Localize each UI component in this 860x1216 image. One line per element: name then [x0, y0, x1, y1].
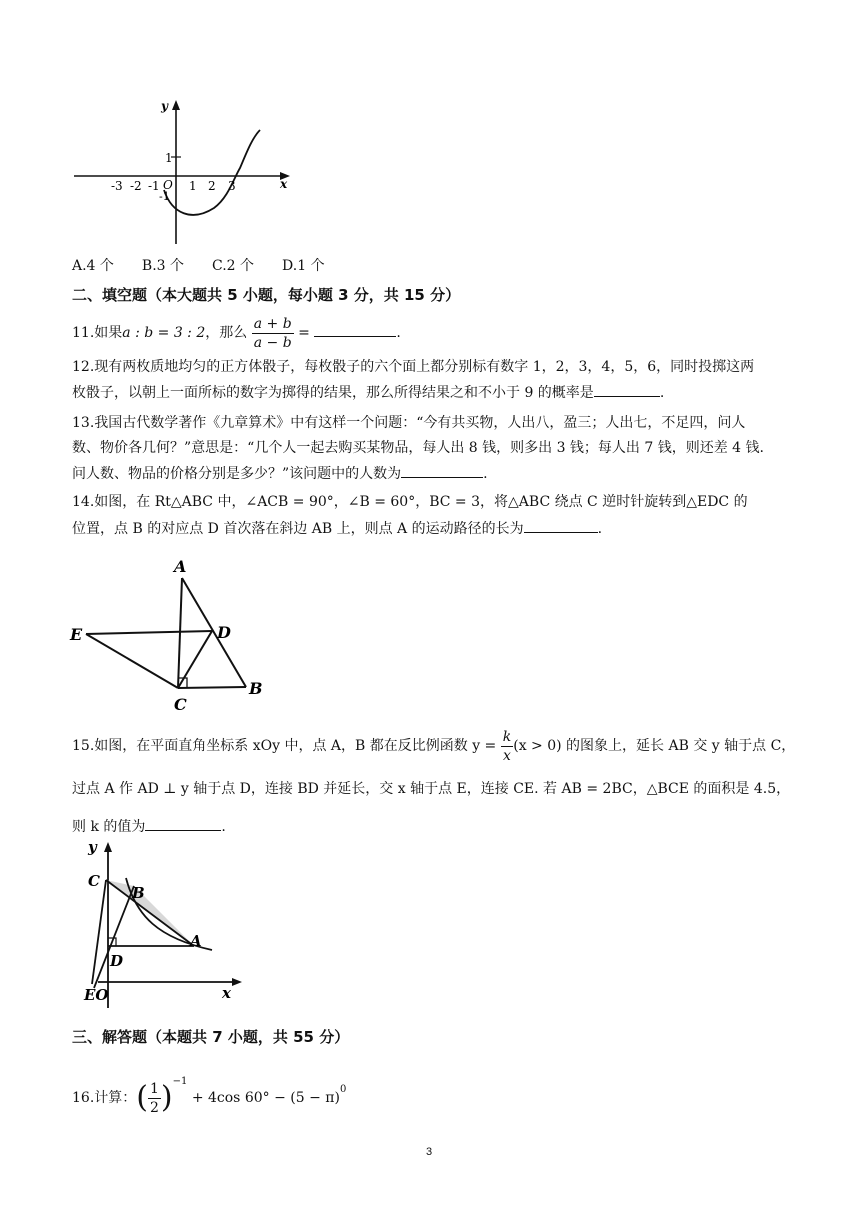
triangle-rotation-figure	[66, 552, 276, 714]
fig15-label-B: B	[132, 884, 145, 902]
q14-line2: 位置，点 B 的对应点 D 首次落在斜边 AB 上，则点 A 的运动路径的长为 .	[72, 518, 602, 539]
q15-line2: 过点 A 作 AD ⊥ y 轴于点 D，连接 BD 并延长，交 x 轴于点 E，连接 CE. 若 AB = 2BC，△BCE 的面积是 4.5，	[72, 781, 791, 797]
label-D: D	[217, 623, 231, 642]
q13-line3: 问人数、物品的价格分别是多少？”该问题中的人数为 .	[72, 463, 488, 484]
page-number: 3	[426, 1146, 433, 1158]
q11: 11.如果a : b = 3 : 2，那么 $\frac{a + b}{a - b}$ = .	[72, 315, 401, 351]
fig15-label-EO: EO	[84, 986, 109, 1004]
q13-line2: 数、物价各几何？”意思是：“几个人一起去购买某物品，每人出 8 钱，则多出 3 钱；每人出 7 钱，则还差 4 钱.	[72, 440, 764, 456]
q12-answer-blank[interactable]	[594, 382, 660, 397]
q14-line1: 14.如图，在 Rt△ABC 中，∠ACB = 90°，∠B = 60°，BC = 3，将△ABC 绕点 C 逆时针旋转到△EDC 的	[72, 494, 748, 510]
q15-line1: 15.如图，在平面直角坐标系 xOy 中，点 A，B 都在反比例函数 y = $\frac{k}{x}$ (x > 0) 的图象上，延长 AB 交 y 轴于点 C，	[72, 728, 796, 764]
q14-answer-blank[interactable]	[524, 518, 598, 533]
fig15-label-C: C	[88, 872, 100, 890]
q15-answer-blank[interactable]	[145, 816, 221, 831]
fig15-y-label: y	[88, 838, 97, 856]
tick-x-neg3: -3	[111, 179, 123, 193]
q10-options: A.4 个 B.3 个 C.2 个 D.1 个	[72, 258, 325, 274]
q16-fraction: $\frac{1}{2}$	[149, 1080, 159, 1116]
q15-fraction: $\frac{k}{x}$	[502, 728, 512, 764]
q11-fraction: $\frac{a + b}{a - b}$	[253, 315, 292, 351]
section3-title: 三、解答题（本题共 7 小题，共 55 分）	[72, 1028, 350, 1046]
q11-ratio: a : b = 3 : 2	[122, 325, 206, 341]
fig15-x-label: x	[222, 984, 231, 1002]
fig15-label-D: D	[110, 952, 124, 970]
q16: 16.计算：( $\frac{1}{2}$ )$^{-1}$ + 4cos $60^\circ - (5 - \pi)^0$	[72, 1076, 347, 1116]
section2-title: 二、填空题（本大题共 5 小题，每小题 3 分，共 15 分）	[72, 286, 461, 304]
q12-line2: 枚骰子，以朝上一面所标的数字为掷得的结果，那么所得结果之和不小于 9 的概率是 .	[72, 382, 664, 403]
tick-x-neg1: -1	[148, 179, 160, 193]
tick-y-neg1: -1	[159, 190, 170, 203]
label-E: E	[70, 625, 83, 644]
q13-answer-blank[interactable]	[401, 463, 483, 478]
tick-x-1: 1	[189, 179, 197, 193]
tick-x-neg2: -2	[130, 179, 142, 193]
label-A: A	[174, 557, 187, 576]
x-axis-label: x	[280, 177, 288, 191]
q12-line1: 12.现有两枚质地均匀的正方体骰子，每枚骰子的六个面上都分别标有数字 1，2，3，4，5，6，同时投掷这两	[72, 359, 755, 375]
inverse-function-figure	[78, 836, 248, 1012]
q11-answer-blank[interactable]	[314, 322, 396, 337]
label-C: C	[174, 695, 187, 714]
label-B: B	[249, 679, 263, 698]
function-graph	[68, 96, 298, 252]
tick-y-1: 1	[165, 151, 173, 165]
tick-x-3: 3	[228, 179, 236, 193]
fig15-label-A: A	[190, 932, 202, 950]
q15-line3: 则 k 的值为 .	[72, 816, 226, 837]
tick-x-2: 2	[208, 179, 216, 193]
q13-line1: 13.我国古代数学著作《九章算术》中有这样一个问题：“今有共买物，人出八，盈三；人出七，不足四，问人	[72, 415, 746, 431]
curve	[164, 130, 260, 215]
y-axis-label: y	[161, 99, 168, 113]
origin-label: O	[163, 178, 173, 192]
y-axis-arrow	[172, 100, 180, 110]
